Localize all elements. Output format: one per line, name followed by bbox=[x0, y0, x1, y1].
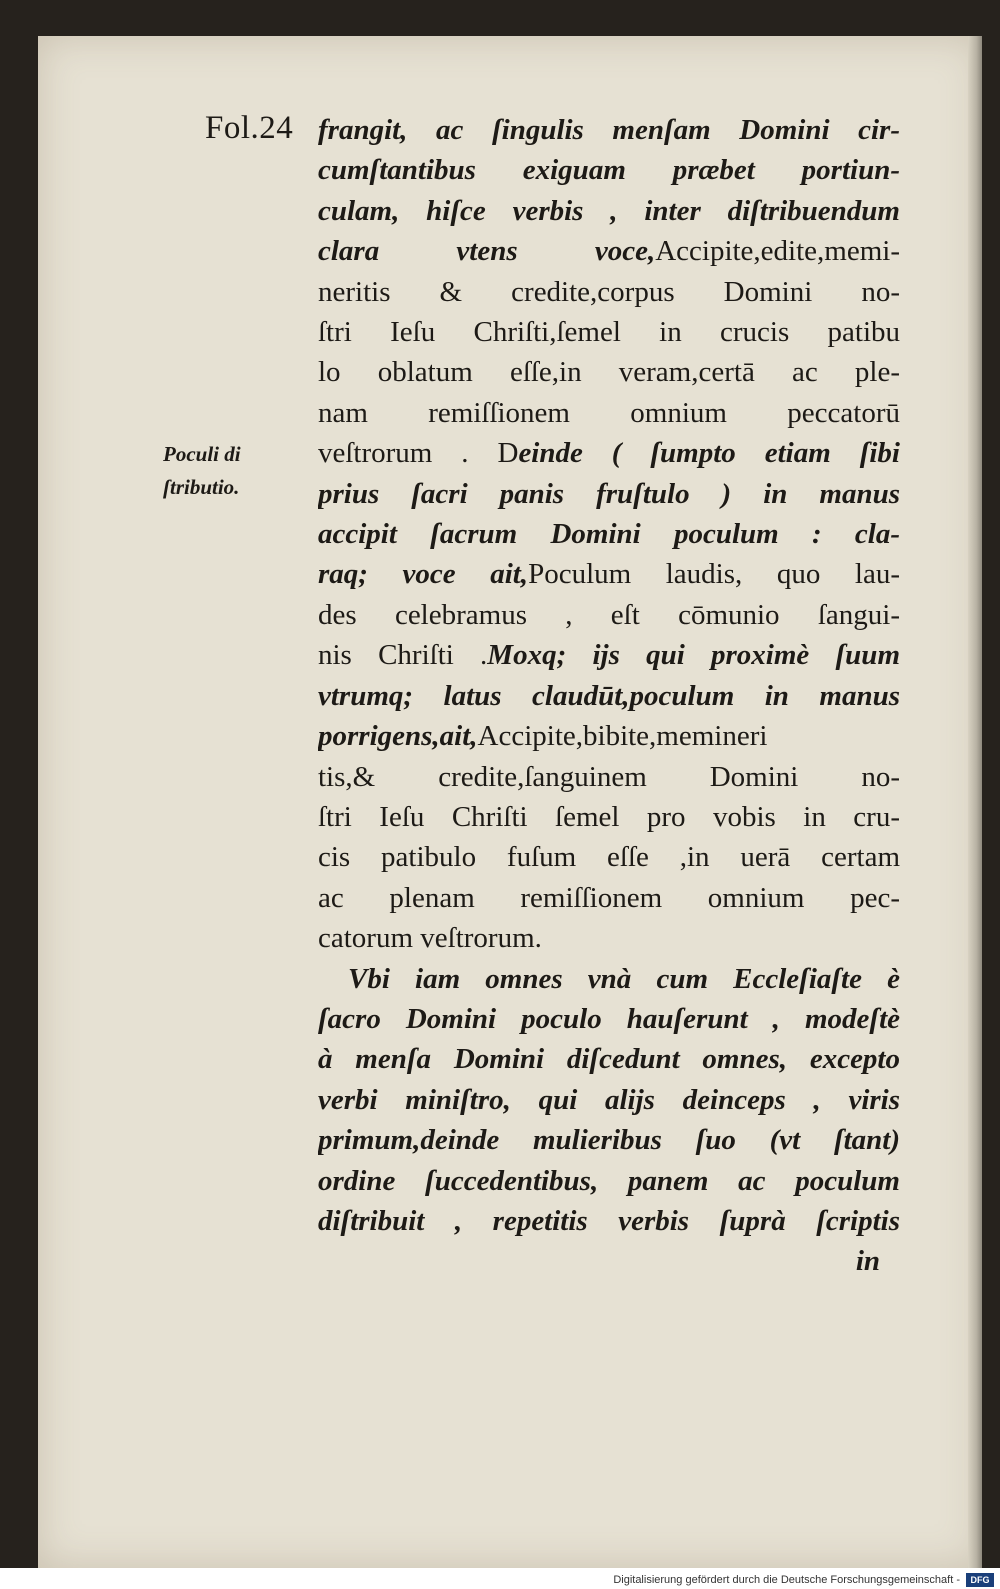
text-line bbox=[318, 514, 900, 554]
text-run: prius ſacri panis fruſtulo ) in manus bbox=[318, 477, 900, 510]
text-run: ſtri Ieſu Chriſti,ſemel in crucis patibu bbox=[318, 316, 900, 349]
text-line bbox=[318, 272, 900, 312]
text-line bbox=[318, 1080, 900, 1120]
text-run: Vbi iam omnes vnà cum Eccleſiaſte è bbox=[348, 962, 900, 995]
body-text bbox=[318, 110, 900, 1282]
text-line bbox=[318, 1120, 900, 1160]
margin-note-line: ſtributio. bbox=[163, 475, 240, 499]
margin-note-line: Poculi di bbox=[163, 442, 241, 466]
text-line bbox=[318, 595, 900, 635]
text-line bbox=[318, 433, 900, 473]
text-run: nis Chriſti . bbox=[318, 639, 488, 672]
text-run: Accipite,bibite,memineri bbox=[477, 720, 768, 753]
text-run: frangit, ac ſingulis menſam Domini cir- bbox=[318, 114, 900, 146]
text-run: ordine ſuccedentibus, panem ac poculum bbox=[318, 1164, 900, 1197]
text-run: veſtrorum . D bbox=[318, 437, 519, 470]
text-run: clara vtens voce, bbox=[318, 235, 656, 268]
text-run: raq; voce ait, bbox=[318, 558, 529, 591]
text-run: primum,deinde mulieribus ſuo (vt ſtant) bbox=[318, 1124, 900, 1157]
text-line bbox=[318, 635, 900, 675]
text-run: accipit ſacrum Domini poculum : cla- bbox=[318, 518, 900, 551]
text-line bbox=[318, 191, 900, 231]
text-run: verbi miniſtro, qui alijs deinceps , viris bbox=[318, 1083, 900, 1116]
text-line bbox=[318, 757, 900, 797]
dfg-logo: DFG bbox=[966, 1573, 994, 1587]
text-run: à menſa Domini diſcedunt omnes, excepto bbox=[318, 1043, 900, 1076]
text-run: nam remiſſionem omnium peccatorū bbox=[318, 396, 900, 429]
text-line bbox=[318, 918, 900, 958]
text-line bbox=[318, 110, 900, 150]
text-line bbox=[318, 312, 900, 352]
text-run: neritis & credite,corpus Domini no- bbox=[318, 275, 900, 308]
text-line bbox=[318, 1039, 900, 1079]
margin-note bbox=[163, 438, 241, 504]
text-line bbox=[318, 676, 900, 716]
text-line bbox=[318, 352, 900, 392]
page-edge bbox=[968, 36, 982, 1568]
text-run: porrigens,ait, bbox=[318, 720, 478, 753]
text-run: Moxq; ijs qui proximè ſuum bbox=[487, 639, 900, 672]
text-run: cumſtantibus exiguam præbet portiun- bbox=[318, 154, 900, 187]
catchword: in bbox=[855, 1245, 880, 1278]
text-line bbox=[318, 393, 900, 433]
folio-number: Fol.24 bbox=[205, 110, 294, 146]
text-run: lo oblatum eſſe,in veram,certā ac ple- bbox=[318, 356, 900, 389]
text-run: tis,& credite,ſanguinem Domini no- bbox=[318, 760, 900, 793]
text-line bbox=[318, 878, 900, 918]
text-run: ſacro Domini poculo hauſerunt , modeſtè bbox=[318, 1002, 900, 1035]
text-run: diſtribuit , repetitis verbis ſuprà ſcriptis bbox=[318, 1204, 900, 1237]
text-run: ſtri Ieſu Chriſti ſemel pro vobis in cru- bbox=[318, 800, 900, 833]
text-line bbox=[318, 837, 900, 877]
text-line bbox=[318, 474, 900, 514]
text-line bbox=[318, 797, 900, 837]
text-line bbox=[318, 1161, 900, 1201]
text-line bbox=[318, 554, 900, 594]
text-run: Poculum laudis, quo lau- bbox=[528, 558, 900, 591]
text-run: des celebramus , eſt cōmunio ſangui- bbox=[318, 598, 900, 631]
text-line bbox=[318, 716, 900, 756]
digitization-credit: Digitalisierung gefördert durch die Deutsche Forschungsgemeinschaft - bbox=[613, 1574, 960, 1586]
text-run: Accipite,edite,memi- bbox=[655, 235, 900, 268]
text-run: cis patibulo fuſum eſſe ,in uerā certam bbox=[318, 841, 900, 874]
text-line bbox=[318, 150, 900, 190]
text-run: catorum veſtrorum. bbox=[318, 922, 542, 955]
credit-bar bbox=[0, 1572, 1000, 1589]
text-run: culam, hiſce verbis , inter diſtribuendum bbox=[318, 194, 900, 227]
text-line bbox=[318, 999, 900, 1039]
text-run: vtrumq; latus claudūt,poculum in manus bbox=[318, 679, 900, 712]
text-line bbox=[318, 959, 900, 999]
text-run: einde ( ſumpto etiam ſibi bbox=[518, 437, 900, 470]
text-line bbox=[318, 231, 900, 271]
text-run: ac plenam remiſſionem omnium pec- bbox=[318, 881, 900, 914]
text-line bbox=[318, 1201, 900, 1241]
